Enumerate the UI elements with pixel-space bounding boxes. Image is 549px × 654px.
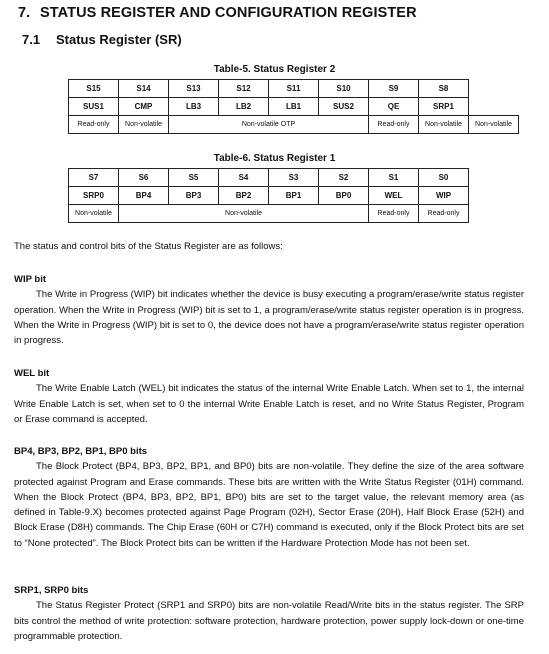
section-heading [18,5,417,21]
intro-text: The status and control bits of the Status Register are as follows: [14,241,283,252]
status-register-1-table [68,168,469,223]
name-cell: BP2 [219,187,269,205]
name-cell: LB3 [169,98,219,116]
bit-cell: S3 [269,169,319,187]
status-register-2-table [68,79,519,134]
section-body: The Write in Progress (WIP) bit indicates whether the device is busy executing a program/erase/write status register operation. When the Write in Progress (WIP) bit is set to 1, a program/erase/write status register operation is in progress. When the Write in Progress (WIP) bit is set to 0, the device does not have a program/erase/write status register operation in progress. [14,289,524,347]
name-cell: WEL [369,187,419,205]
name-cell: SRP0 [69,187,119,205]
name-cell: QE [369,98,419,116]
bit-cell: S14 [119,80,169,98]
section-title: WEL bit [14,368,50,379]
attribute-cell: Read-only [369,116,419,134]
section-title: STATUS REGISTER AND CONFIGURATION REGISTER [40,5,417,21]
section-body: The Status Register Protect (SRP1 and SRP0) bits are non-volatile Read/Write bits in the status register. The SRP bits control the method of write protection: software protection, hardware protection, power supply lock-down or one-time programmable protection. [14,600,524,642]
section-number: 7. [18,5,31,21]
attribute-cell: Read-only [69,116,119,134]
name-row [69,98,519,116]
bit-row [69,169,469,187]
name-cell: BP4 [119,187,169,205]
bit-row [69,80,519,98]
bit-cell: S0 [419,169,469,187]
srp-section [14,583,524,644]
bit-cell: S6 [119,169,169,187]
attribute-cell: Read-only [419,205,469,223]
section-body: The Write Enable Latch (WEL) bit indicates the status of the internal Write Enable Latch. When set to 1, the internal Write Enable Latch is set, when set to 0 the internal Write Enable Latch is reset, and no Write Status Register, Program or Erase command is accepted. [14,383,524,425]
subsection-number: 7.1 [22,32,41,47]
attribute-row [69,205,469,223]
attribute-cell: Non-volatile [119,116,169,134]
name-cell: LB2 [219,98,269,116]
bit-cell: S8 [419,80,469,98]
attribute-cell: Non-volatile [119,205,369,223]
name-row [69,187,469,205]
name-cell: BP0 [319,187,369,205]
section-title: WIP bit [14,274,47,285]
name-cell: SRP1 [419,98,469,116]
bp-section [14,444,524,551]
name-cell: CMP [119,98,169,116]
subsection-heading [22,32,182,47]
bit-cell: S15 [69,80,119,98]
section-body: The Block Protect (BP4, BP3, BP2, BP1, and BP0) bits are non-volatile. They define the size of the area software protected against Program and Erase commands. These bits are written with the Write Status Register (01H) command. When the Block Protect (BP4, BP3, BP2, BP1, BP0) bits are set to the target value, the relevant memory area (as defined in Table-9.X) becomes protected against Page Program (02H), Sector Erase (20H), Half Block Erase (52H) and Block Erase (D8H) commands. The Chip Erase (60H or C7H) command is executed, only if the Block Protect bits are set to “None protected”. The Block Protect bits can be written if the Hardware Protection Mode has not been set. [14,461,524,549]
name-cell: SUS1 [69,98,119,116]
subsection-title: Status Register (SR) [56,32,182,47]
name-cell: LB1 [269,98,319,116]
bit-cell: S2 [319,169,369,187]
name-cell: BP1 [269,187,319,205]
bit-cell: S10 [319,80,369,98]
attribute-cell: Non-volatile [69,205,119,223]
bit-cell: S12 [219,80,269,98]
table5-caption: Table-5. Status Register 2 [213,64,336,75]
attribute-cell: Non-volatile OTP [169,116,369,134]
bit-cell: S7 [69,169,119,187]
bit-cell: S1 [369,169,419,187]
attribute-row [69,116,519,134]
bit-cell: S13 [169,80,219,98]
wip-section [14,272,524,348]
name-cell: SUS2 [319,98,369,116]
attribute-cell: Non-volatile [419,116,469,134]
section-title: SRP1, SRP0 bits [14,585,89,596]
wel-section [14,366,524,427]
bit-cell: S5 [169,169,219,187]
attribute-cell: Read-only [369,205,419,223]
bit-cell: S11 [269,80,319,98]
bit-cell: S4 [219,169,269,187]
name-cell: BP3 [169,187,219,205]
bit-cell: S9 [369,80,419,98]
attribute-cell: Non-volatile [469,116,519,134]
table6-caption: Table-6. Status Register 1 [213,153,336,164]
name-cell: WIP [419,187,469,205]
section-title: BP4, BP3, BP2, BP1, BP0 bits [14,446,148,457]
